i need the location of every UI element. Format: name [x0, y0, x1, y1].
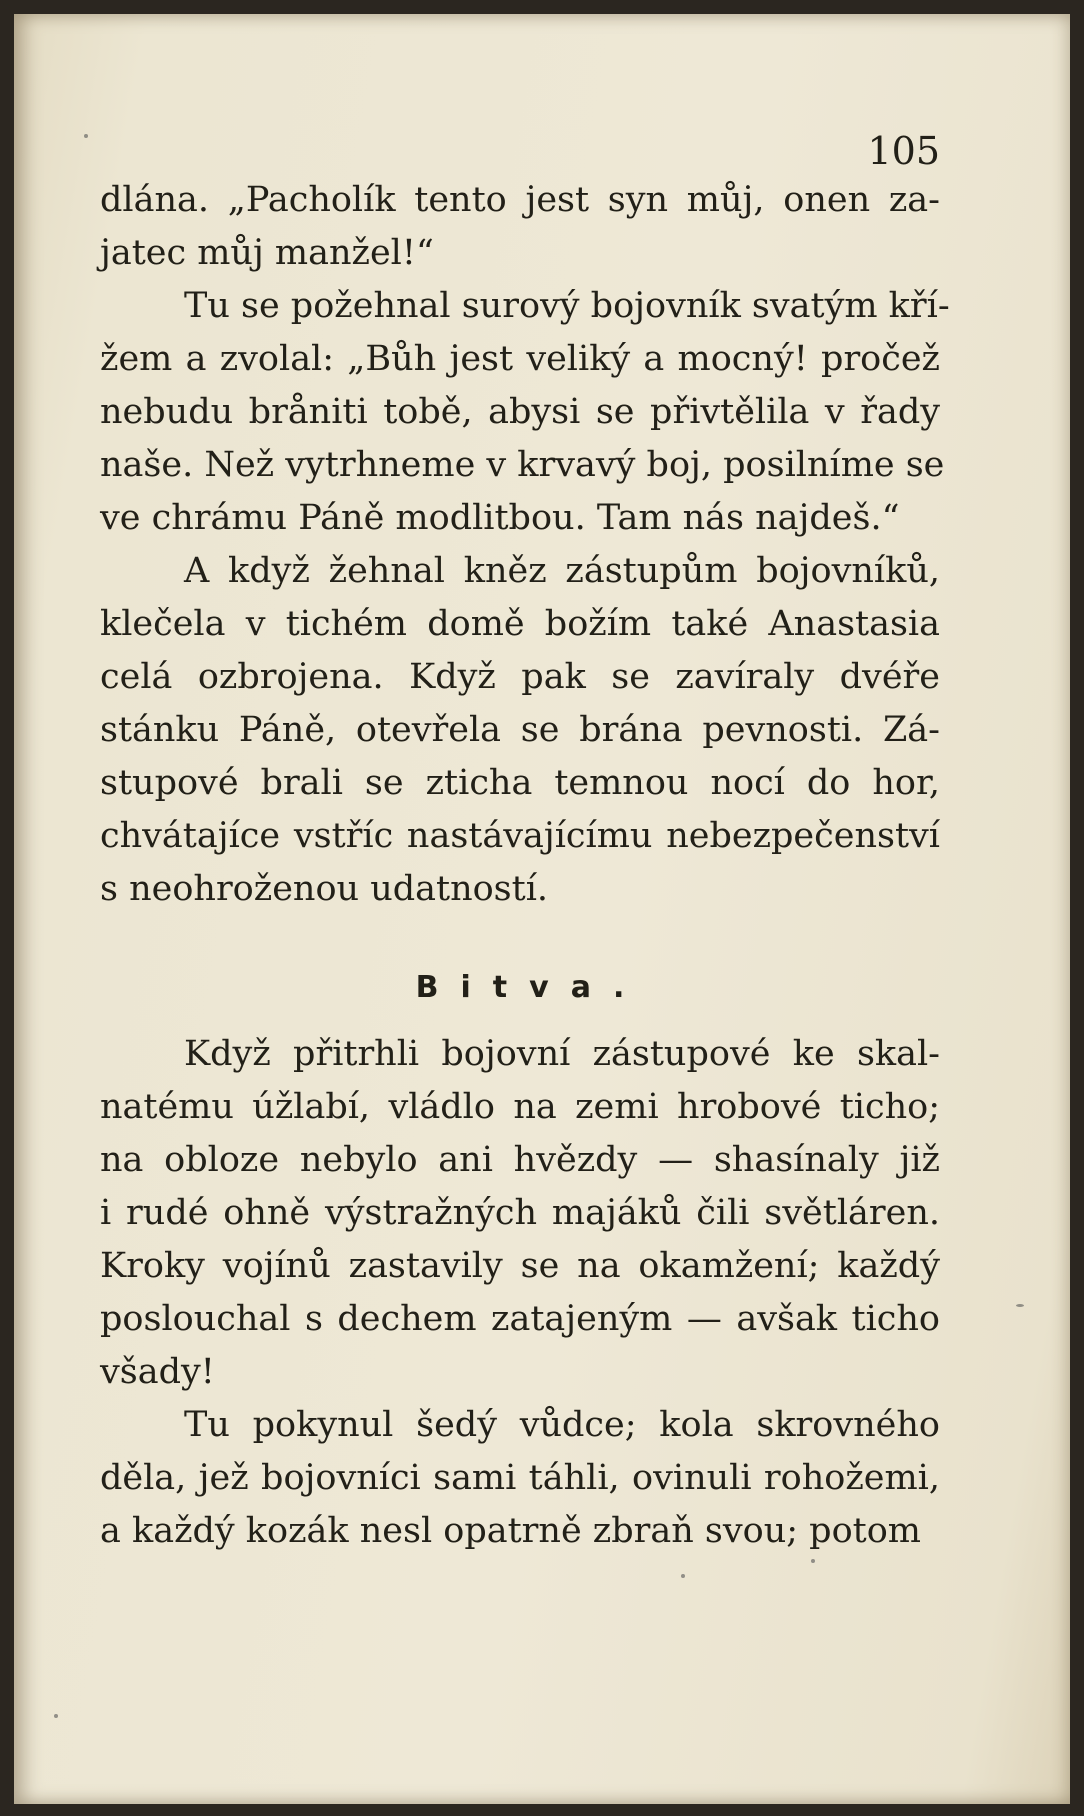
text-line: a každý kozák nesl opatrně zbraň svou; potom: [100, 1511, 921, 1551]
text-line: Tu pokynul šedý vůdce; kola skrovného: [184, 1405, 940, 1445]
text-line: Kroky vojínů zastavily se na okamžení; každý: [100, 1246, 940, 1286]
text-line: natému úžlabí, vládlo na zemi hrobové ticho;: [100, 1087, 940, 1127]
page-number: 105: [867, 129, 940, 173]
text-line: s neohroženou udatností.: [100, 869, 549, 909]
text-line: na obloze nebylo ani hvězdy — shasínaly již: [100, 1140, 940, 1180]
text-line: nebudu bråniti tobě, abysi se přivtělila v řady: [100, 392, 940, 432]
book-page: [14, 14, 1070, 1804]
text-line: klečela v tichém domě božím také Anastasia: [100, 604, 940, 644]
text-before-heading: [100, 174, 950, 916]
paper-speck: [84, 134, 88, 138]
text-line: děla, jež bojovníci sami táhli, ovinuli rohožemi,: [100, 1458, 940, 1498]
text-line: A když žehnal kněz zástupům bojovníků,: [184, 551, 940, 591]
text-line: žem a zvolal: „Bůh jest veliký a mocný! pročež: [100, 339, 940, 379]
text-line: poslouchal s dechem zatajeným — avšak ticho: [100, 1299, 940, 1339]
text-line: všady!: [100, 1352, 215, 1392]
paragraph: [100, 545, 940, 916]
paper-speck: [1016, 1304, 1024, 1307]
text-line: ve chrámu Páně modlitbou. Tam nás najdeš.“: [100, 498, 900, 538]
text-line: i rudé ohně výstražných majáků čili světláren.: [100, 1193, 940, 1233]
text-line: stupové brali se zticha temnou nocí do hor,: [100, 763, 940, 803]
text-line: stánku Páně, otevřela se brána pevnosti. Zá-: [100, 710, 940, 750]
text-line: dlána. „Pacholík tento jest syn můj, onen za-: [100, 180, 940, 220]
paragraph: [100, 280, 950, 545]
text-line: jatec můj manžel!“: [100, 233, 434, 273]
text-after-heading: [100, 1028, 940, 1558]
text-line: chvátajíce vstříc nastávajícímu nebezpečenství: [100, 816, 940, 856]
paper-speck: [54, 1714, 58, 1718]
paragraph: [100, 1028, 940, 1399]
text-line: celá ozbrojena. Když pak se zavíraly dvéře: [100, 657, 940, 697]
paragraph: [100, 174, 940, 280]
text-line: naše. Než vytrhneme v krvavý boj, posilníme se: [100, 445, 945, 485]
text-line: Tu se požehnal surový bojovník svatým kří-: [184, 286, 950, 326]
section-heading: Bitva.: [415, 970, 647, 1005]
paragraph: [100, 1399, 940, 1558]
text-line: Když přitrhli bojovní zástupové ke skal-: [184, 1034, 940, 1074]
paper-speck: [811, 1559, 815, 1563]
paper-speck: [681, 1574, 685, 1578]
